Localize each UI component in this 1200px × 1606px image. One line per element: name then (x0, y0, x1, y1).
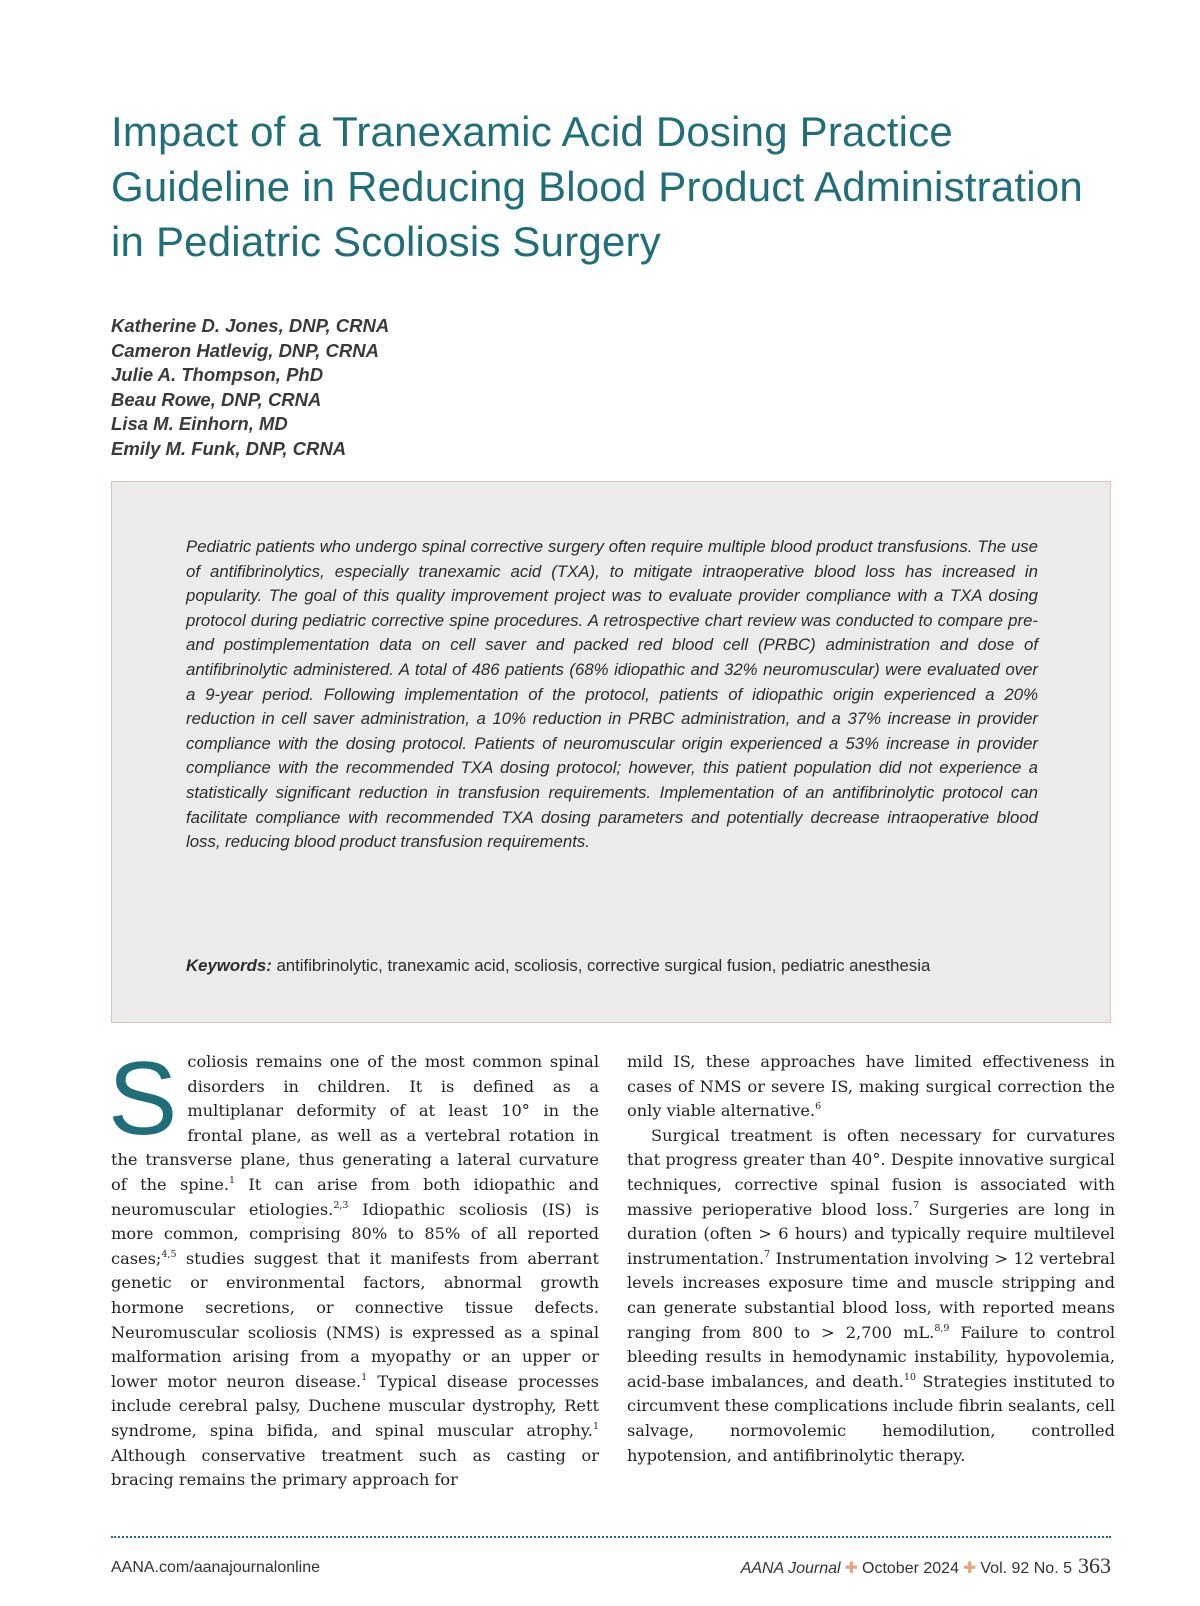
article-title: Impact of a Tranexamic Acid Dosing Practice Guideline in Reducing Blood Product Administration in Pediatric Scoliosis Surgery (111, 108, 1083, 265)
keywords-line (186, 954, 1046, 978)
keywords-label: Keywords: (186, 956, 272, 975)
citation-ref: 7 (913, 1199, 920, 1211)
citation-ref: 4,5 (161, 1248, 177, 1260)
keywords-list: antifibrinolytic, tranexamic acid, scoliosis, corrective surgical fusion, pediatric anesthesia (276, 956, 931, 975)
body-text: Surgeries are long in duration (often > 6 hours) and typically require multilevel instrumentation. (627, 1199, 1115, 1268)
body-paragraph (627, 1124, 1115, 1468)
citation-ref: 6 (815, 1101, 822, 1113)
author-name: Cameron Hatlevig, DNP, CRNA (111, 339, 379, 361)
citation-ref: 10 (903, 1371, 916, 1383)
citation-ref: 7 (764, 1248, 771, 1260)
plus-separator-icon: ✚ (962, 1560, 977, 1577)
author-list (111, 314, 711, 462)
footer-url-link[interactable]: AANA.com/aanajournalonline (111, 1559, 321, 1576)
footer-divider (111, 1536, 1111, 1538)
volume-issue: Vol. 92 No. 5 (980, 1560, 1072, 1577)
body-text: Typical disease processes include cerebral palsy, Duchene muscular dystrophy, Rett syndrome, spina bifida, and spinal muscular atrophy. (111, 1371, 599, 1440)
citation-ref: 1 (228, 1174, 236, 1186)
drop-cap: S (108, 1041, 178, 1157)
body-text: Instrumentation involving > 12 vertebral levels increases exposure time and muscle stripping and can generate substantial blood loss, with reported means ranging from 800 to > 2,700 mL. (627, 1248, 1115, 1342)
abstract-text: Pediatric patients who undergo spinal corrective surgery often require multiple blood product transfusions. The use of antifibrinolytics, especially tranexamic acid (TXA), to mitigate intraoperative blood loss has increased in popularity. The goal of this quality improvement project was to evaluate provider compliance with a TXA dosing protocol during pediatric corrective spine procedures. A retrospective chart review was conducted to compare pre- and postimplementation data on cell saver and packed red blood cell (PRBC) administration and dose of antifibrinolytic administered. A total of 486 patients (68% idiopathic and 32% neuromuscular) were evaluated over a 9-year period. Following implementation of the protocol, patients of idiopathic origin experienced a 20% reduction in cell saver administration, a 10% reduction in PRBC administration, and a 37% increase in provider compliance with the dosing protocol. Patients of neuromuscular origin experienced a 53% increase in provider compliance with the recommended TXA dosing protocol; however, this patient population did not experience a statistically significant reduction in transfusion requirements. Implementation of an antifibrinolytic protocol can facilitate compliance with recommended TXA dosing parameters and potentially decrease intraoperative blood loss, reducing blood product transfusion requirements. (186, 537, 1038, 852)
citation-ref: 1 (592, 1420, 599, 1432)
issue-date: October 2024 (862, 1560, 959, 1577)
body-column-left (108, 1041, 599, 1493)
body-paragraph (627, 1050, 1115, 1124)
body-text: Idiopathic scoliosis (IS) is more common, comprising 80% to 85% of all reported cases; (111, 1199, 599, 1268)
citation-ref: 8,9 (934, 1322, 950, 1334)
author-name: Emily M. Funk, DNP, CRNA (111, 437, 347, 459)
author-name: Katherine D. Jones, DNP, CRNA (111, 315, 390, 336)
body-text: studies suggest that it manifests from aberrant genetic or environmental factors, abnormal growth hormone secretions, or connective tissue defects. Neuromuscular scoliosis (NMS) is expressed as a spinal malformation arising from a myopathy or an upper or lower motor neuron disease. (111, 1248, 599, 1391)
body-text: Surgical treatment is often necessary for curvatures that progress greater than 40°. Despite innovative surgical techniques, corrective spinal fusion is associated with massive perioperative blood loss. (627, 1125, 1115, 1219)
author-name: Beau Rowe, DNP, CRNA (111, 388, 322, 410)
body-text: Strategies instituted to circumvent these complications include fibrin sealants, cell salvage, normovolemic hemodilution, controlled hypotension, and antifibrinolytic therapy. (627, 1371, 1115, 1465)
body-paragraph (108, 1041, 599, 1493)
body-text: coliosis remains one of the most common spinal disorders in children. It is defined as a multiplanar deformity of at least 10° in the frontal plane, as well as a vertebral rotation in the transverse plane, thus generating a lateral curvature of the spine. (111, 1052, 599, 1194)
page-footer (111, 1553, 1111, 1579)
author-name: Lisa M. Einhorn, MD (111, 413, 288, 435)
footer-citation (741, 1553, 1111, 1579)
body-text: mild IS, these approaches have limited effectiveness in cases of NMS or severe IS, making surgical correction the only viable alternative. (627, 1052, 1115, 1121)
journal-name: AANA Journal (740, 1560, 841, 1577)
author-name: Julie A. Thompson, PhD (111, 364, 324, 386)
citation-ref: 2,3 (333, 1199, 349, 1211)
plus-separator-icon: ✚ (844, 1560, 859, 1577)
body-column-right (627, 1050, 1115, 1468)
body-text: It can arise from both idiopathic and neuromuscular etiologies. (111, 1174, 599, 1219)
body-text: Failure to control bleeding results in hemodynamic instability, hypovolemia, acid-base imbalances, and death. (627, 1322, 1115, 1391)
abstract-box (111, 481, 1111, 1023)
citation-ref: 1 (361, 1371, 368, 1383)
page-number: 363 (1078, 1553, 1111, 1578)
body-text: Although conservative treatment such as casting or bracing remains the primary approach for (111, 1445, 599, 1490)
